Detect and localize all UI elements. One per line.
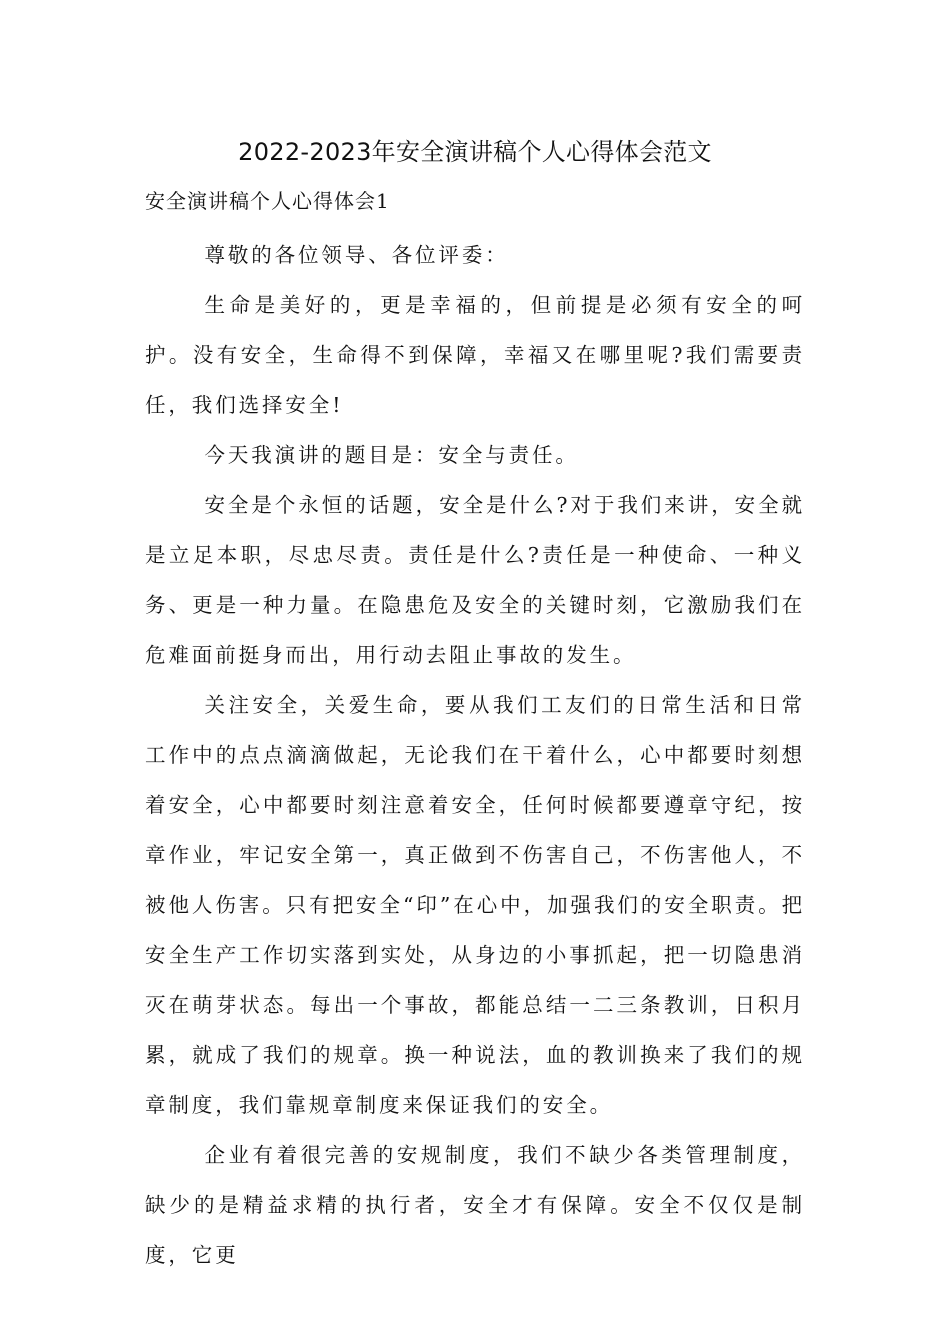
paragraph: 企业有着很完善的安规制度，我们不缺少各类管理制度，缺少的是精益求精的执行者，安全才有保障。安全不仅仅是制度，它更 — [145, 1143, 805, 1267]
paragraph-salutation: 尊敬的各位领导、各位评委： — [204, 243, 509, 267]
paragraph: 关注安全，关爱生命，要从我们工友们的日常生活和日常工作中的点点滴滴做起，无论我们在干着什么，心中都要时刻想着安全，心中都要时刻注意着安全，任何时候都要遵章守纪，按章作业，牢记安全第一，真正做到不伤害自己，不伤害他人，不被他人伤害。只有把安全“印”在心中，加强我们的安全职责。把安全生产工作切实落到实处，从身边的小事抓起，把一切隐患消灭在萌芽状态。每出一个事故，都能总结一二三条教训，日积月累，就成了我们的规章。换一种说法，血的教训换来了我们的规章制度，我们靠规章制度来保证我们的安全。 — [145, 693, 805, 1117]
paragraph: 今天我演讲的题目是：安全与责任。 — [204, 443, 579, 467]
paragraph: 安全是个永恒的话题，安全是什么?对于我们来讲，安全就是立足本职，尽忠尽责。责任是什么?责任是一种使命、一种义务、更是一种力量。在隐患危及安全的关键时刻，它激励我们在危难面前挺身而出，用行动去阻止事故的发生。 — [145, 493, 805, 667]
document-body — [145, 230, 805, 1280]
section-heading: 安全演讲稿个人心得体会1 — [145, 189, 390, 213]
document-title: 2022-2023年安全演讲稿个人心得体会范文 — [238, 138, 712, 166]
paragraph: 生命是美好的，更是幸福的，但前提是必须有安全的呵护。没有安全，生命得不到保障，幸福又在哪里呢?我们需要责任，我们选择安全! — [145, 293, 805, 417]
